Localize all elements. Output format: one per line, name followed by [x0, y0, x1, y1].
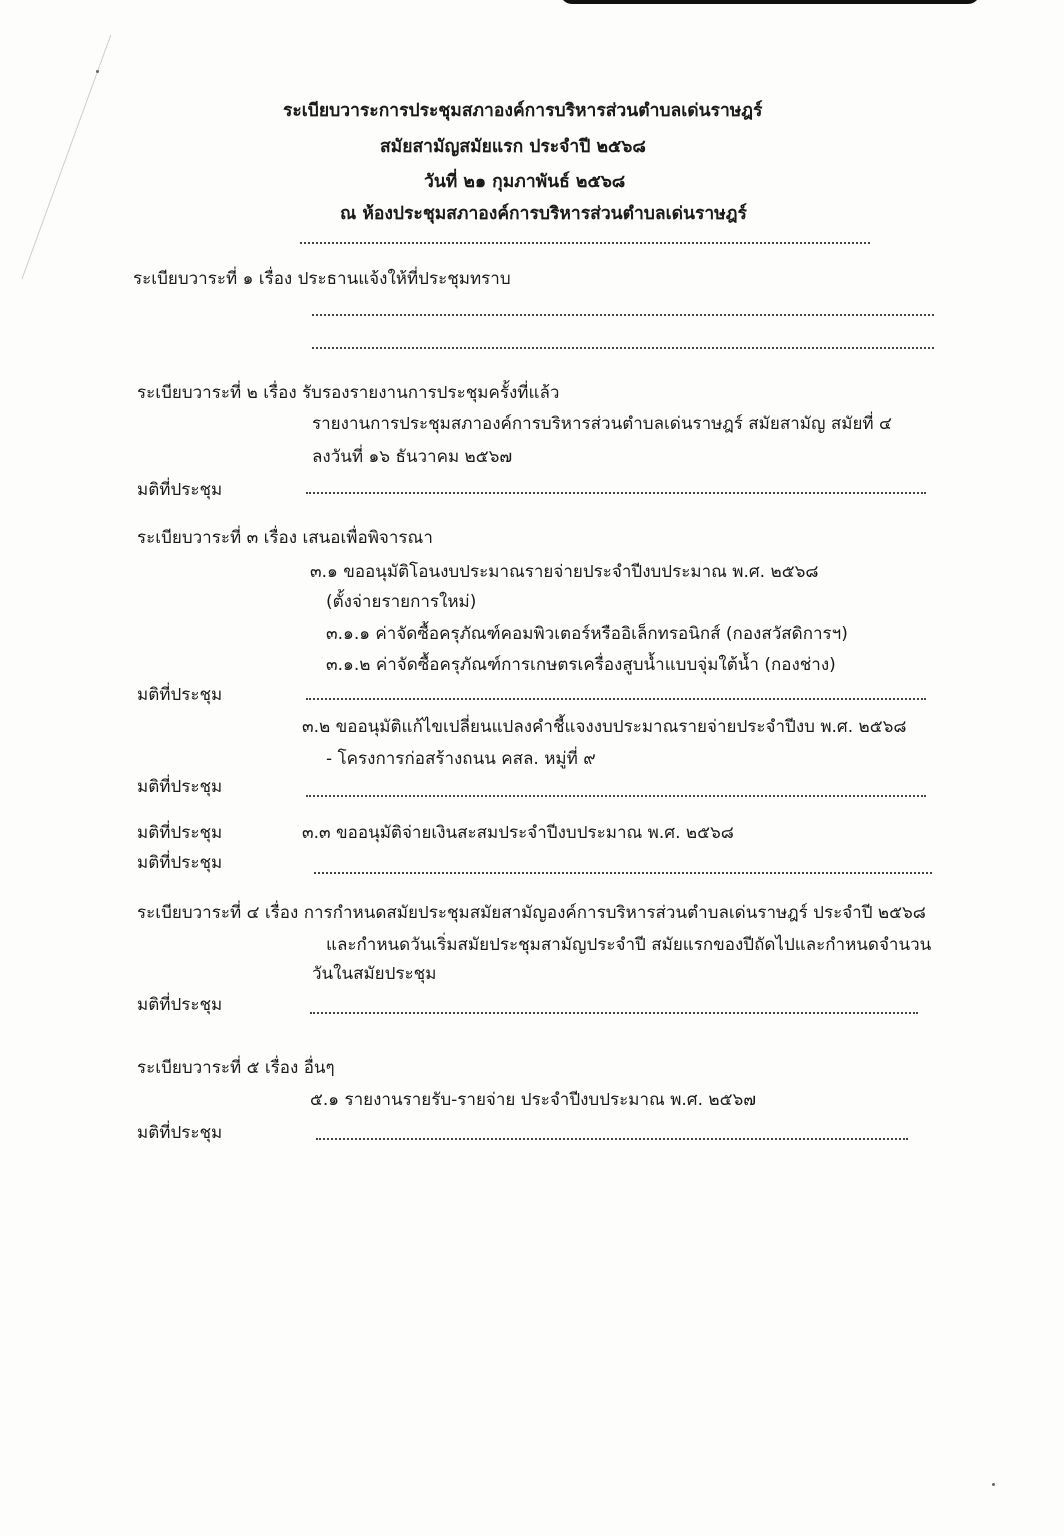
- agenda-3-item-3-1: ๓.๑ ขออนุมัติโอนงบประมาณรายจ่ายประจำปีงบประมาณ พ.ศ. ๒๕๖๘: [310, 562, 819, 582]
- agenda-3-resolution-label-3a: มติที่ประชุม: [137, 823, 223, 843]
- agenda-3-title: ระเบียบวาระที่ ๓ เรื่อง เสนอเพื่อพิจารณา: [137, 528, 433, 548]
- agenda-3-resolution-line-3: [314, 872, 932, 874]
- agenda-4-body-line-2: วันในสมัยประชุม: [312, 964, 437, 984]
- header-line-3: วันที่ ๒๑ กุมภาพันธ์ ๒๕๖๘: [424, 172, 626, 192]
- header-line-4: ณ ห้องประชุมสภาองค์การบริหารส่วนตำบลเด่นราษฎร์: [340, 204, 747, 224]
- agenda-3-resolution-label-3b: มติที่ประชุม: [137, 853, 223, 873]
- agenda-3-resolution-line-2: [306, 795, 926, 797]
- agenda-1-title: ระเบียบวาระที่ ๑ เรื่อง ประธานแจ้งให้ที่ประชุมทราบ: [133, 269, 511, 289]
- agenda-5-resolution-line: [316, 1138, 908, 1140]
- agenda-2-resolution-label: มติที่ประชุม: [137, 480, 223, 500]
- agenda-4-resolution-label: มติที่ประชุม: [137, 995, 223, 1015]
- agenda-2-resolution-line: [306, 492, 926, 494]
- scan-speck: [96, 70, 99, 73]
- agenda-3-item-3-2-sub: - โครงการก่อสร้างถนน คสล. หมู่ที่ ๙: [326, 749, 596, 769]
- agenda-2-title: ระเบียบวาระที่ ๒ เรื่อง รับรองรายงานการประชุมครั้งที่แล้ว: [137, 383, 560, 403]
- scan-speck: [992, 1483, 995, 1486]
- header-divider: [300, 242, 870, 244]
- agenda-4-body-line-1: และกำหนดวันเริ่มสมัยประชุมสามัญประจำปี สมัยแรกของปีถัดไปและกำหนดจำนวน: [326, 935, 932, 955]
- agenda-4-resolution-line: [310, 1012, 918, 1014]
- scan-edge-shadow: [560, 0, 980, 4]
- agenda-3-resolution-label-2: มติที่ประชุม: [137, 777, 223, 797]
- agenda-3-item-3-1-1: ๓.๑.๑ ค่าจัดซื้อครุภัณฑ์คอมพิวเตอร์หรืออิเล็กทรอนิกส์ (กองสวัสดิการฯ): [326, 624, 848, 644]
- agenda-1-fill-line-2: [312, 347, 934, 349]
- agenda-3-resolution-label-1: มติที่ประชุม: [137, 685, 223, 705]
- agenda-1-fill-line-1: [312, 314, 934, 316]
- agenda-3-item-3-3: ๓.๓ ขออนุมัติจ่ายเงินสะสมประจำปีงบประมาณ พ.ศ. ๒๕๖๘: [302, 823, 734, 843]
- agenda-2-body-line-2: ลงวันที่ ๑๖ ธันวาคม ๒๕๖๗: [312, 447, 513, 467]
- scan-fold-shadow: [0, 0, 111, 279]
- header-line-2: สมัยสามัญสมัยแรก ประจำปี ๒๕๖๘: [380, 137, 646, 157]
- agenda-3-item-3-2: ๓.๒ ขออนุมัติแก้ไขเปลี่ยนแปลงคำชี้แจงงบประมาณรายจ่ายประจำปีงบ พ.ศ. ๒๕๖๘: [302, 717, 907, 737]
- agenda-3-item-3-1-2: ๓.๑.๒ ค่าจัดซื้อครุภัณฑ์การเกษตรเครื่องสูบน้ำแบบจุ่มใต้น้ำ (กองช่าง): [326, 655, 836, 675]
- agenda-4-title: ระเบียบวาระที่ ๔ เรื่อง การกำหนดสมัยประชุมสมัยสามัญองค์การบริหารส่วนตำบลเด่นราษฎร์ ประจำปี ๒๕๖๘: [137, 903, 926, 923]
- agenda-3-resolution-line-1: [306, 698, 926, 700]
- agenda-2-body-line-1: รายงานการประชุมสภาองค์การบริหารส่วนตำบลเด่นราษฎร์ สมัยสามัญ สมัยที่ ๔: [312, 414, 892, 434]
- agenda-5-resolution-label: มติที่ประชุม: [137, 1123, 223, 1143]
- agenda-3-item-3-1-note: (ตั้งจ่ายรายการใหม่): [326, 592, 477, 612]
- header-line-1: ระเบียบวาระการประชุมสภาองค์การบริหารส่วนตำบลเด่นราษฎร์: [283, 101, 763, 121]
- agenda-5-item-5-1: ๕.๑ รายงานรายรับ-รายจ่าย ประจำปีงบประมาณ พ.ศ. ๒๕๖๗: [310, 1090, 757, 1110]
- agenda-5-title: ระเบียบวาระที่ ๕ เรื่อง อื่นๆ: [137, 1058, 335, 1078]
